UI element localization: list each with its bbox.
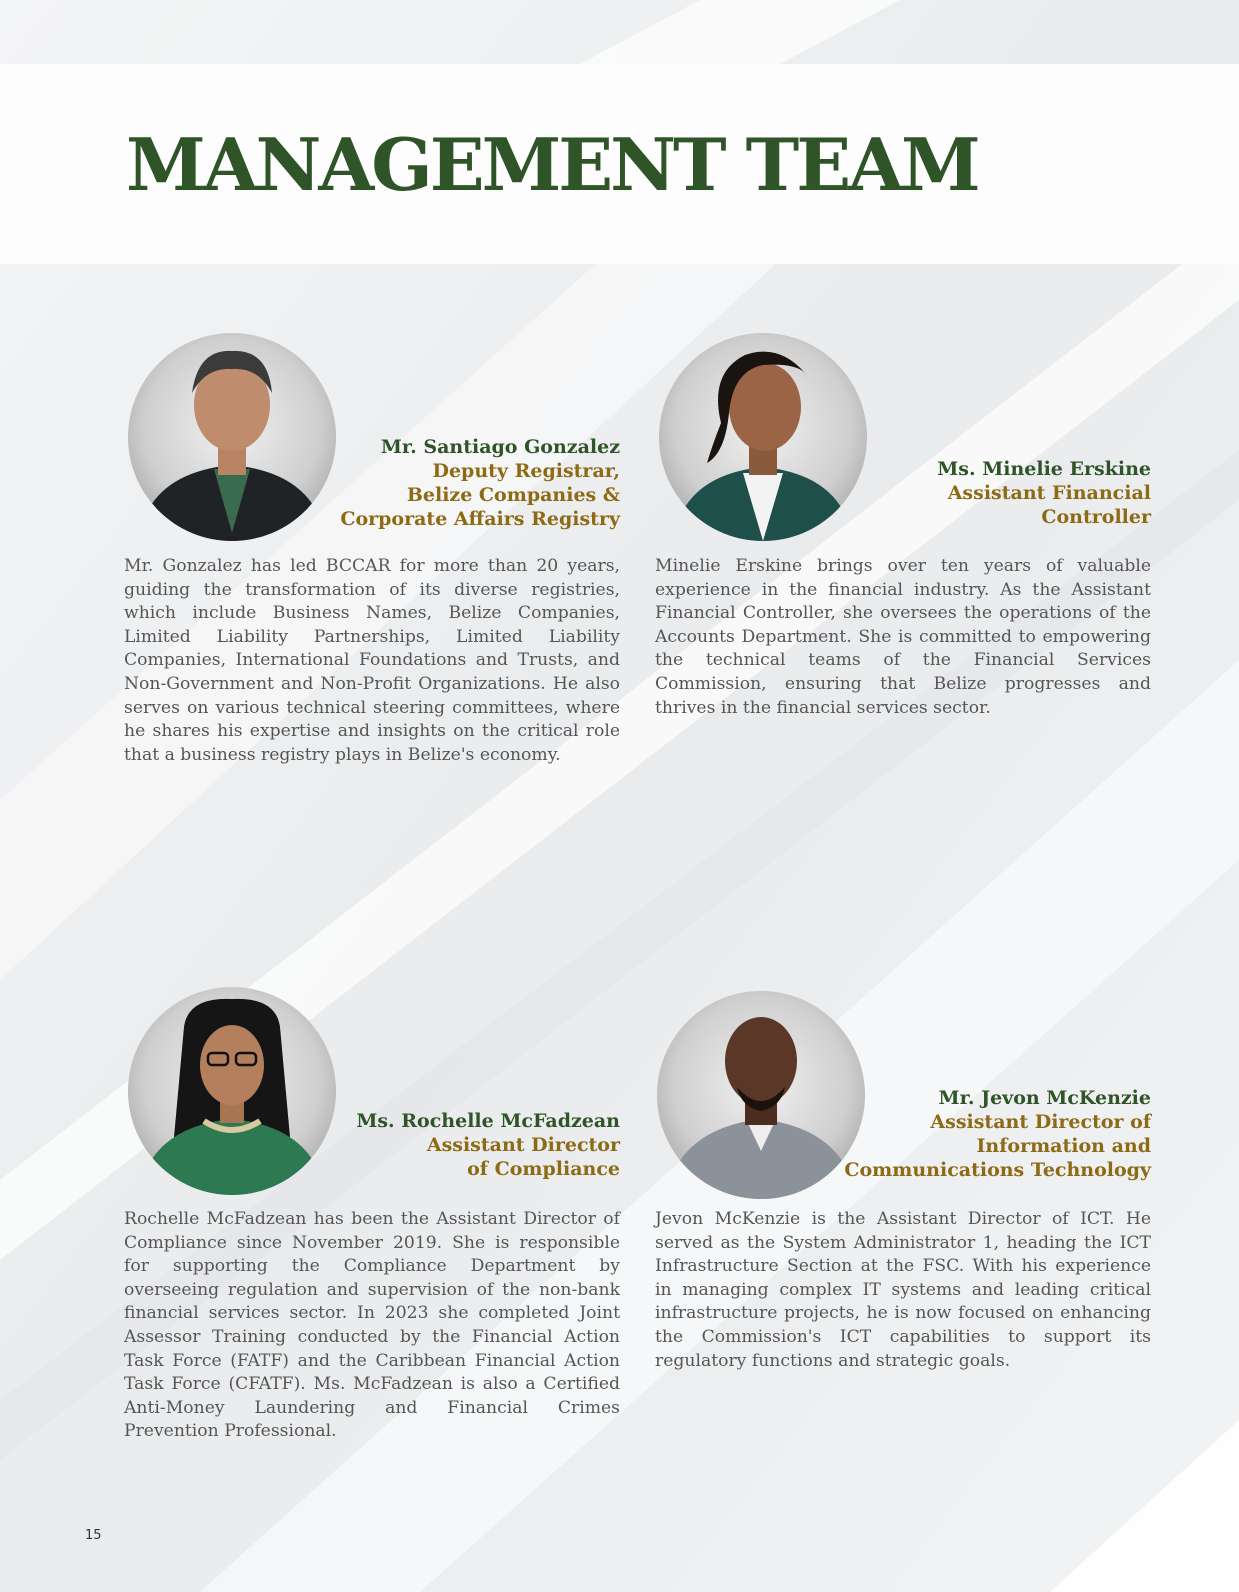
- portrait-photo: [128, 333, 336, 541]
- portrait-photo: [128, 987, 336, 1195]
- page-title: MANAGEMENT TEAM: [126, 122, 978, 207]
- member-bio: Mr. Gonzalez has led BCCAR for more than 20 years, guiding the transformation of its diverse registries, which include Business Names, Belize Companies, Limited Liability Partnerships, Limited Liability Companies, International Foundations and Trusts, and Non-Government and Non-Profit Organizations. He also serves on various technical steering committees, where he shares his expertise and insights on the critical role that a business registry plays in Belize's economy.: [124, 556, 620, 765]
- member-heading: [356, 1109, 620, 1181]
- member-name: Mr. Santiago Gonzalez: [380, 436, 620, 458]
- member-bio: Minelie Erskine brings over ten years of valuable experience in the financial industry. As the Assistant Financial Controller, she oversees the operations of the Accounts Department. She is committed to empowering the technical teams of the Financial Services Commission, ensuring that Belize progresses and thrives in the financial services sector.: [655, 556, 1151, 718]
- member-role: Corporate Affairs Registry: [340, 508, 620, 530]
- member-card: [655, 333, 1151, 733]
- member-role: of Compliance: [467, 1158, 620, 1180]
- member-card: [124, 987, 620, 1447]
- portrait-photo: [657, 991, 865, 1199]
- portrait-photo: [659, 333, 867, 541]
- member-card: [655, 987, 1151, 1387]
- member-role: Communications Technology: [844, 1159, 1151, 1181]
- member-bio: Rochelle McFadzean has been the Assistant Director of Compliance since November 2019. She is responsible for supporting the Compliance Department by overseeing regulation and supervision of the non-bank financial services sector. In 2023 she completed Joint Assessor Training conducted by the Financial Action Task Force (FATF) and the Caribbean Financial Action Task Force (CFATF). Ms. McFadzean is also a Certified Anti-Money Laundering and Financial Crimes Prevention Professional.: [124, 1209, 620, 1442]
- member-role: Information and: [976, 1135, 1151, 1157]
- member-name: Ms. Minelie Erskine: [937, 458, 1151, 480]
- page-number: 15: [85, 1528, 102, 1543]
- member-card: [124, 333, 620, 773]
- member-heading: [340, 435, 620, 531]
- member-role: Assistant Financial: [947, 482, 1151, 504]
- member-name: Mr. Jevon McKenzie: [938, 1087, 1151, 1109]
- member-name: Ms. Rochelle McFadzean: [356, 1110, 620, 1132]
- member-role: Assistant Director of: [930, 1111, 1151, 1133]
- member-heading: [844, 1086, 1151, 1182]
- member-role: Deputy Registrar,: [432, 460, 620, 482]
- member-role: Controller: [1041, 506, 1151, 528]
- member-role: Assistant Director: [426, 1134, 620, 1156]
- member-bio: Jevon McKenzie is the Assistant Director of ICT. He served as the System Administrator 1, heading the ICT Infrastructure Section at the FSC. With his experience in managing complex IT systems and leading critical infrastructure projects, he is now focused on enhancing the Commission's ICT capabilities to support its regulatory functions and strategic goals.: [655, 1209, 1151, 1371]
- member-role: Belize Companies &: [406, 484, 620, 506]
- member-heading: [937, 457, 1151, 529]
